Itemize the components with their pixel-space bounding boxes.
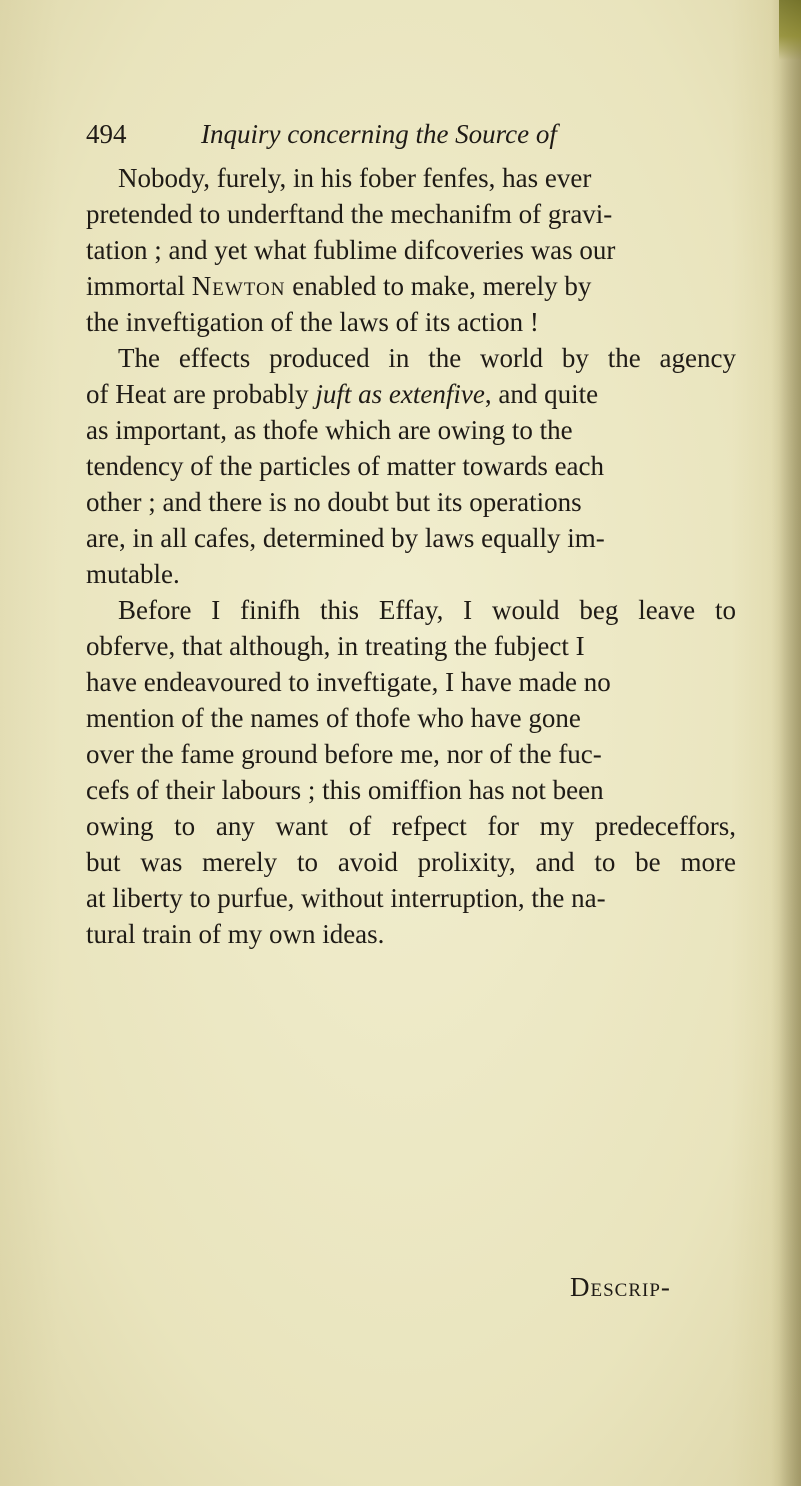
paragraph-1 (86, 160, 736, 340)
text-line: tural train of my own ideas. (86, 919, 385, 949)
paragraph-3 (86, 592, 736, 952)
text-line: as important, as thofe which are owing to the (86, 415, 573, 445)
text-line: pretended to underftand the mechanifm of gravi- (86, 199, 613, 229)
corner-stain (779, 0, 801, 60)
page-edge-shadow (771, 0, 801, 1486)
running-title: Inquiry concerning the Source of (201, 119, 557, 149)
text-line: Nobody, furely, in his fober fenfes, has ever (118, 163, 592, 193)
text-line: have endeavoured to inveftigate, I have made no (86, 667, 611, 697)
body-text (86, 160, 736, 952)
text-fragment: immortal (86, 271, 192, 301)
text-line: tation ; and yet what fublime difcoveries was our (86, 235, 616, 265)
text-fragment: , and quite (484, 379, 599, 409)
text-fragment: enabled to make, merely by (285, 271, 592, 301)
text-line: Before I finifh this Effay, I would beg leave to (118, 595, 736, 625)
text-line: the inveftigation of the laws of its action ! (86, 307, 539, 337)
text-line: are, in all cafes, determined by laws equally im- (86, 523, 605, 553)
text-line: tendency of the particles of matter towards each (86, 451, 605, 481)
text-line: other ; and there is no doubt but its operations (86, 487, 582, 517)
paragraph-2 (86, 340, 736, 592)
text-fragment: of Heat are probably (86, 379, 316, 409)
page-number: 494 (86, 119, 127, 149)
running-head (86, 114, 746, 154)
text-line: mention of the names of thofe who have gone (86, 703, 581, 733)
text-line (86, 376, 736, 412)
text-line: but was merely to avoid prolixity, and to be more (86, 847, 736, 877)
text-line: owing to any want of refpect for my predeceffors, (86, 811, 736, 841)
text-line: over the fame ground before me, nor of the fuc- (86, 739, 602, 769)
text-line (86, 268, 736, 304)
italic-phrase: juft as extenfive (315, 379, 485, 409)
text-line: cefs of their labours ; this omiffion has not been (86, 775, 604, 805)
text-line: The effects produced in the world by the agency (118, 343, 736, 373)
text-line: at liberty to purfue, without interruption, the na- (86, 883, 606, 913)
catchword: Descrip- (570, 1272, 671, 1302)
text-line: obferve, that although, in treating the fubject I (86, 631, 585, 661)
name-newton: Newton (191, 271, 286, 301)
text-line: mutable. (86, 559, 180, 589)
